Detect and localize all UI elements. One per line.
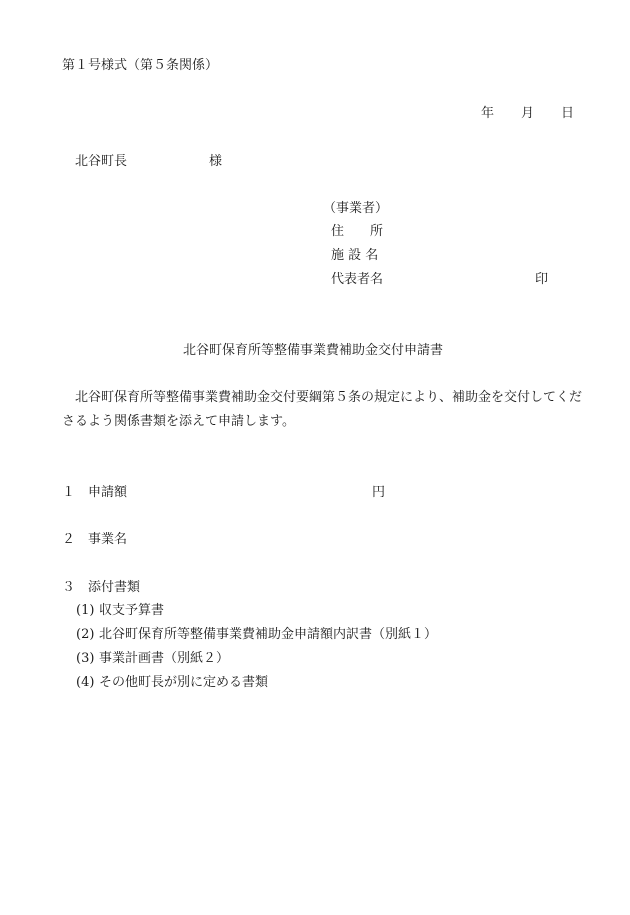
attachment-text: 収支予算書: [99, 603, 165, 618]
attachment-number: (3): [76, 651, 95, 666]
body-paragraph: 北谷町保育所等整備事業費補助金交付要綱第５条の規定により、補助金を交付してくださるよう関係書類を添えて申請します。: [62, 390, 583, 429]
date-day: 日: [561, 106, 575, 121]
applicant-facility-label: 施 設 名: [331, 248, 379, 263]
attachment-text: 北谷町保育所等整備事業費補助金申請額内訳書（別紙１）: [99, 627, 438, 642]
document-title: 北谷町保育所等整備事業費補助金交付申請書: [183, 343, 444, 358]
item-label-amount: 申請額: [88, 485, 128, 500]
applicant-heading: （事業者）: [323, 201, 389, 216]
date-month: 月: [521, 106, 535, 121]
item-number: １: [62, 485, 76, 500]
form-label: 第１号様式（第５条関係）: [62, 58, 219, 73]
attachment-number: (2): [76, 627, 95, 642]
attachment-text: その他町長が別に定める書類: [99, 675, 269, 690]
attachment-number: (1): [76, 603, 95, 618]
item-label-project-name: 事業名: [88, 532, 128, 547]
seal-mark: 印: [535, 272, 549, 287]
item-number: ３: [62, 580, 76, 595]
amount-unit: 円: [372, 485, 386, 500]
addressee-honorific: 様: [209, 154, 223, 169]
applicant-address-label: 住 所: [331, 224, 384, 239]
date-year: 年: [481, 106, 495, 121]
applicant-representative-label: 代表者名: [331, 272, 384, 287]
attachment-text: 事業計画書（別紙２）: [99, 651, 230, 666]
attachment-number: (4): [76, 675, 95, 690]
item-number: ２: [62, 532, 76, 547]
item-label-attachments: 添付書類: [88, 580, 141, 595]
addressee-name: 北谷町長: [75, 154, 128, 169]
